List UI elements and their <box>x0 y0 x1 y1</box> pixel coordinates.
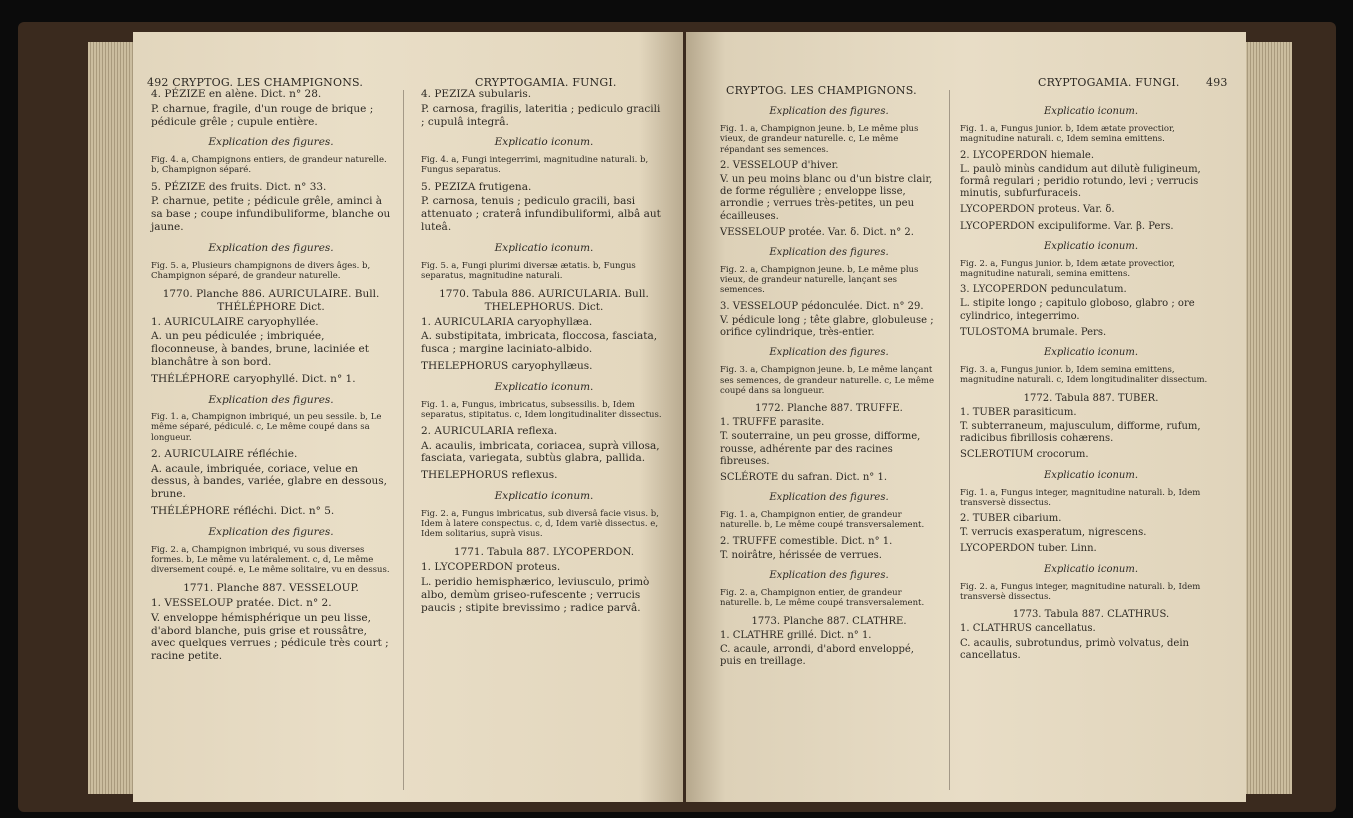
entry-title: 1. VESSELOUP pratée. Dict. n° 2. <box>151 597 332 609</box>
figure-caption: Fig. 2. a, Fungus imbricatus, sub diversâ facie visus. b, Idem à latere conspectus. c, d, Idem variè dissectus. e, Idem solitarius, suprà visus. <box>421 508 659 540</box>
entry-description: T. noirâtre, hérissée de verrues. <box>720 549 882 561</box>
section-heading: Explicatio iconum. <box>494 490 594 503</box>
synonym: THELEPHORUS reflexus. <box>421 469 558 482</box>
entry-description: P. carnosa, fragilis, lateritia ; pediculo gracili ; cupulâ integrâ. <box>421 102 661 128</box>
figure-caption: Fig. 2. a, Fungus integer, magnitudine naturali. b, Idem transversè dissectus. <box>960 581 1201 602</box>
entry-description: T. subterraneum, majusculum, difforme, rufum, radicibus fibrillosis cohærens. <box>960 420 1201 445</box>
entry-description: L. stipite longo ; capitulo globoso, glabro ; ore cylindrico, integerrimo. <box>960 298 1195 322</box>
synonym: LYCOPERDON tuber. Linn. <box>960 543 1097 555</box>
entry-title: 1. AURICULAIRE caryophyllée. <box>151 315 319 328</box>
section-heading: Explicatio iconum. <box>1043 469 1139 481</box>
left-page <box>133 32 683 802</box>
entry-title: 3. VESSELOUP pédonculée. Dict. n° 29. <box>720 300 924 312</box>
right-page-edges <box>1244 42 1292 794</box>
plate-heading: 1770. Planche 886. AURICULAIRE. Bull. THÉLÉPHORE Dict. <box>162 287 380 313</box>
entry-description: A. acaule, imbriquée, coriace, velue en dessus, à bandes, variée, glabre en dessous, brune. <box>151 462 388 501</box>
section-heading: Explicatio iconum. <box>494 136 594 149</box>
right-french-column <box>720 106 938 670</box>
entry-description: L. paulò minùs candidum aut dilutè fuligineum, formâ regulari ; peridio rotundo, levi ; verrucis minutis, subfurfuraceis. <box>960 163 1201 200</box>
figure-caption: Fig. 2. a, Champignon entier, de grandeur naturelle. b, Le même coupé transversalement. <box>720 588 925 609</box>
section-heading: Explicatio iconum. <box>1043 347 1139 358</box>
entry-title: 4. PÉZIZE en alène. Dict. n° 28. <box>151 88 322 100</box>
column-divider <box>403 90 404 790</box>
figure-caption: Fig. 1. a, Champignon entier, de grandeur naturelle. b, Le même coupé transversalement. <box>720 510 925 531</box>
figure-caption: Fig. 1. a, Champignon imbriqué, un peu sessile. b, Le même séparé, pédiculé. c, Le même coupé dans sa longueur. <box>151 412 382 443</box>
section-heading: Explicatio iconum. <box>494 380 594 393</box>
entry-description: A. acaulis, imbricata, coriacea, suprà villosa, fasciata, variegata, subtùs glabra, pallida. <box>421 439 660 465</box>
entry-description: P. carnosa, tenuis ; pediculo gracili, basi attenuato ; craterâ infundibuliformi, albâ aut luteâ. <box>421 195 661 233</box>
entry-title: 1. CLATHRE grillé. Dict. n° 1. <box>720 629 872 641</box>
synonym: TULOSTOMA brumale. Pers. <box>960 326 1107 338</box>
entry-description: P. charnue, petite ; pédicule grêle, aminci à sa base ; coupe infundibuliforme, blanche ou jaune. <box>151 195 391 233</box>
left-running-header-latin: CRYPTOGAMIA. FUNGI. <box>475 76 617 89</box>
entry-description: C. acaulis, subrotundus, primò volvatus, dein cancellatus. <box>960 637 1189 661</box>
plate-heading: 1773. Tabula 887. CLATHRUS. <box>1012 609 1170 621</box>
figure-caption: Fig. 1. a, Champignon jeune. b, Le même plus vieux, de grandeur naturelle. c, Le même répandant ses semences. <box>720 124 919 155</box>
entry-title: 2. VESSELOUP d'hiver. <box>720 159 839 171</box>
entry-description: T. souterraine, un peu grosse, difforme, rousse, adhérente par des racines fibreuses. <box>720 431 921 467</box>
figure-caption: Fig. 5. a, Fungi plurimi diversæ ætatis. b, Fungus separatus, magnitudine naturali. <box>421 260 636 281</box>
open-book <box>18 22 1336 812</box>
plate-heading: 1770. Tabula 886. AURICULARIA. Bull. THELEPHORUS. Dict. <box>439 287 649 313</box>
left-french-column <box>151 88 391 665</box>
entry-description: V. un peu moins blanc ou d'un bistre clair, de forme régulière ; enveloppe lisse, arrondie ; verrues très-petites, un peu écailleuses. <box>720 173 933 222</box>
entry-description: A. un peu pédiculée ; imbriquée, floconneuse, à bandes, brune, laciniée et blanchâtre à son bord. <box>151 330 369 368</box>
entry-title: 2. TUBER cibarium. <box>960 513 1062 525</box>
plate-heading: 1771. Tabula 887. LYCOPERDON. <box>453 546 635 559</box>
left-running-header: 492 CRYPTOG. LES CHAMPIGNONS. <box>147 76 364 89</box>
section-heading: Explication des figures. <box>769 570 889 581</box>
entry-title: 1. TUBER parasiticum. <box>960 406 1077 418</box>
plate-heading: 1772. Planche 887. TRUFFE. <box>755 402 903 414</box>
figure-caption: Fig. 5. a, Plusieurs champignons de divers âges. b, Champignon séparé, de grandeur naturelle. <box>151 260 371 281</box>
entry-description: T. verrucis exasperatum, nigrescens. <box>960 527 1147 539</box>
left-page-edges <box>88 42 136 794</box>
column-divider <box>949 90 950 790</box>
section-heading: Explication des figures. <box>208 525 334 538</box>
entry-title: 5. PÉZIZE des fruits. Dict. n° 33. <box>151 180 327 193</box>
entry-description: V. pédicule long ; tête glabre, globuleuse ; orifice cylindrique, très-entier. <box>720 314 934 338</box>
figure-caption: Fig. 1. a, Fungus integer, magnitudine naturali. b, Idem transversè dissectus. <box>960 487 1201 508</box>
entry-description: V. enveloppe hémisphérique un peu lisse, d'abord blanche, puis grise et roussâtre, avec quelques verrues ; pédicule très court ; racine petite. <box>151 611 389 663</box>
entry-title: 1. CLATHRUS cancellatus. <box>960 623 1096 635</box>
entry-description: C. acaule, arrondi, d'abord enveloppé, puis en treillage. <box>720 643 914 668</box>
section-heading: Explication des figures. <box>208 136 334 149</box>
section-heading: Explication des figures. <box>769 246 889 258</box>
entry-description: A. substipitata, imbricata, floccosa, fasciata, fusca ; margine laciniato-albido. <box>421 330 658 356</box>
figure-caption: Fig. 3. a, Fungus junior. b, Idem semina emittens, magnitudine naturali. c, Idem longitudinaliter dissectum. <box>960 365 1208 386</box>
entry-title: 2. TRUFFE comestible. Dict. n° 1. <box>720 535 893 547</box>
figure-caption: Fig. 4. a, Champignons entiers, de grandeur naturelle. b, Champignon séparé. <box>151 155 387 176</box>
section-heading: Explicatio iconum. <box>1043 563 1139 575</box>
section-heading: Explication des figures. <box>208 393 334 406</box>
synonym: THÉLÉPHORE réfléchi. Dict. n° 5. <box>151 505 335 518</box>
right-latin-column <box>960 106 1222 664</box>
plate-heading: 1771. Planche 887. VESSELOUP. <box>183 582 359 595</box>
figure-caption: Fig. 4. a, Fungi integerrimi, magnitudine naturali. b, Fungus separatus. <box>421 155 649 176</box>
synonym: THÉLÉPHORE caryophyllé. Dict. n° 1. <box>151 372 356 385</box>
right-running-header: CRYPTOG. LES CHAMPIGNONS. <box>726 84 917 97</box>
section-heading: Explicatio iconum. <box>494 241 594 254</box>
synonym: VESSELOUP protée. Var. δ. Dict. n° 2. <box>720 226 914 238</box>
entry-title: 1. TRUFFE parasite. <box>720 417 825 429</box>
entry-description: P. charnue, fragile, d'un rouge de brique ; pédicule grêle ; cupule entière. <box>151 102 374 128</box>
synonym: LYCOPERDON proteus. Var. δ. <box>960 204 1115 216</box>
entry-title: 2. AURICULAIRE réfléchie. <box>151 447 298 460</box>
figure-caption: Fig. 2. a, Champignon imbriqué, vu sous diverses formes. b, Le même vu latéralement. c, d, Le même diversement coupé. e, Le même solitaire, vu en dessus. <box>151 544 390 576</box>
section-heading: Explication des figures. <box>769 347 889 359</box>
plate-heading: 1772. Tabula 887. TUBER. <box>1023 392 1159 404</box>
synonym: SCLÉROTE du safran. Dict. n° 1. <box>720 471 888 483</box>
figure-caption: Fig. 1. a, Fungus, imbricatus, subsessilis. b, Idem separatus, stipitatus. c, Idem longitudinaliter dissectus. <box>421 399 662 420</box>
page-number: 493 <box>1206 76 1228 89</box>
entry-description: L. peridio hemisphærico, leviusculo, primò albo, demùm griseo-rufescente ; verrucis paucis ; stipite brevissimo ; radice parvâ. <box>421 576 650 614</box>
synonym: THELEPHORUS caryophyllæus. <box>421 359 593 372</box>
section-heading: Explicatio iconum. <box>1043 106 1139 117</box>
entry-title: 3. LYCOPERDON pedunculatum. <box>960 284 1127 296</box>
entry-title: 2. LYCOPERDON hiemale. <box>960 149 1094 161</box>
left-latin-column <box>421 88 667 616</box>
synonym: LYCOPERDON excipuliforme. Var. β. Pers. <box>960 220 1174 232</box>
entry-title: 1. AURICULARIA caryophyllæa. <box>421 315 593 328</box>
right-running-header-latin: CRYPTOGAMIA. FUNGI. <box>1038 76 1180 89</box>
figure-caption: Fig. 1. a, Fungus junior. b, Idem ætate provectior, magnitudine naturali. c, Idem semina emittens. <box>960 124 1175 145</box>
figure-caption: Fig. 2. a, Fungus junior. b, Idem ætate provectior, magnitudine naturali, semina emittens. <box>960 258 1175 280</box>
section-heading: Explication des figures. <box>769 106 889 117</box>
synonym: SCLEROTIUM crocorum. <box>960 449 1089 461</box>
figure-caption: Fig. 3. a, Champignon jeune. b, Le même lançant ses semences, de grandeur naturelle. c, Le même coupé dans sa longueur. <box>720 365 935 396</box>
entry-title: 1. LYCOPERDON proteus. <box>421 561 561 574</box>
plate-heading: 1773. Planche 887. CLATHRE. <box>751 615 907 627</box>
section-heading: Explicatio iconum. <box>1043 240 1139 252</box>
section-heading: Explication des figures. <box>769 492 889 504</box>
section-heading: Explication des figures. <box>208 241 334 254</box>
right-page <box>686 32 1246 802</box>
entry-title: 2. AURICULARIA reflexa. <box>421 424 558 437</box>
entry-title: 4. PEZIZA subularis. <box>421 88 532 100</box>
figure-caption: Fig. 2. a, Champignon jeune. b, Le même plus vieux, de grandeur naturelle, lançant ses semences. <box>720 265 919 296</box>
entry-title: 5. PEZIZA frutigena. <box>421 180 532 193</box>
